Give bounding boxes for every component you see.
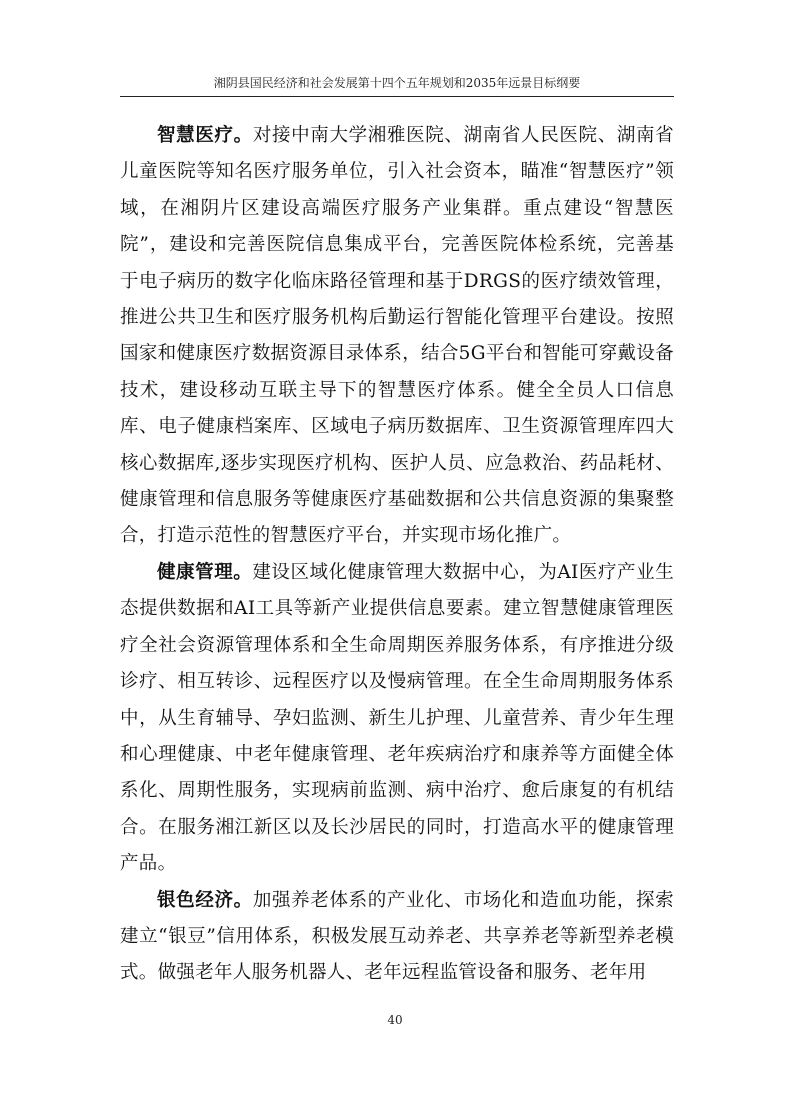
paragraph-keyword: 健康管理。 <box>157 561 253 583</box>
paragraph-keyword: 智慧医疗。 <box>157 125 253 146</box>
paragraph-silver-economy <box>120 883 674 992</box>
paragraph-keyword: 银色经济。 <box>157 889 253 911</box>
document-body <box>120 118 674 992</box>
paragraph-text: 加强养老体系的产业化、市场化和造血功能，探索建立“银豆”信用体系，积极发展互动养老、共享养老等新型养老模式。做强老年人服务机器人、老年远程监管设备和服务、老年用 <box>120 889 674 984</box>
paragraph-health-management <box>120 555 674 883</box>
running-header <box>120 72 674 97</box>
paragraph-text: 对接中南大学湘雅医院、湖南省人民医院、湖南省儿童医院等知名医疗服务单位，引入社会资本，瞄准“智慧医疗”领域，在湘阴片区建设高端医疗服务产业集群。重点建设“智慧医院”，建设和完善医院信息集成平台，完善医院体检系统，完善基于电子病历的数字化临床路径管理和基于DRGS的医疗绩效管理，推进公共卫生和医疗服务机构后勤运行智能化管理平台建设。按照国家和健康医疗数据资源目录体系，结合5G平台和智能可穿戴设备技术，建设移动互联主导下的智慧医疗体系。健全全员人口信息库、电子健康档案库、区域电子病历数据库、卫生资源管理库四大核心数据库,逐步实现医疗机构、医护人员、应急救治、药品耗材、健康管理和信息服务等健康医疗基础数据和公共信息资源的集聚整合，打造示范性的智慧医疗平台，并实现市场化推广。 <box>120 125 674 547</box>
paragraph-text: 建设区域化健康管理大数据中心，为AI医疗产业生态提供数据和AI工具等新产业提供信息要素。建立智慧健康管理医疗全社会资源管理体系和全生命周期医养服务体系，有序推进分级诊疗、相互转诊、远程医疗以及慢病管理。在全生命周期服务体系中，从生育辅导、孕妇监测、新生儿护理、儿童营养、青少年生理和心理健康、中老年健康管理、老年疾病治疗和康养等方面健全体系化、周期性服务，实现病前监测、病中治疗、愈后康复的有机结合。在服务湘江新区以及长沙居民的同时，打造高水平的健康管理产品。 <box>120 561 674 875</box>
page-number: 40 <box>387 1013 403 1027</box>
header-title: 湘阴县国民经济和社会发展第十四个五年规划和2035年远景目标纲要 <box>213 76 581 90</box>
paragraph-smart-healthcare <box>120 118 674 555</box>
